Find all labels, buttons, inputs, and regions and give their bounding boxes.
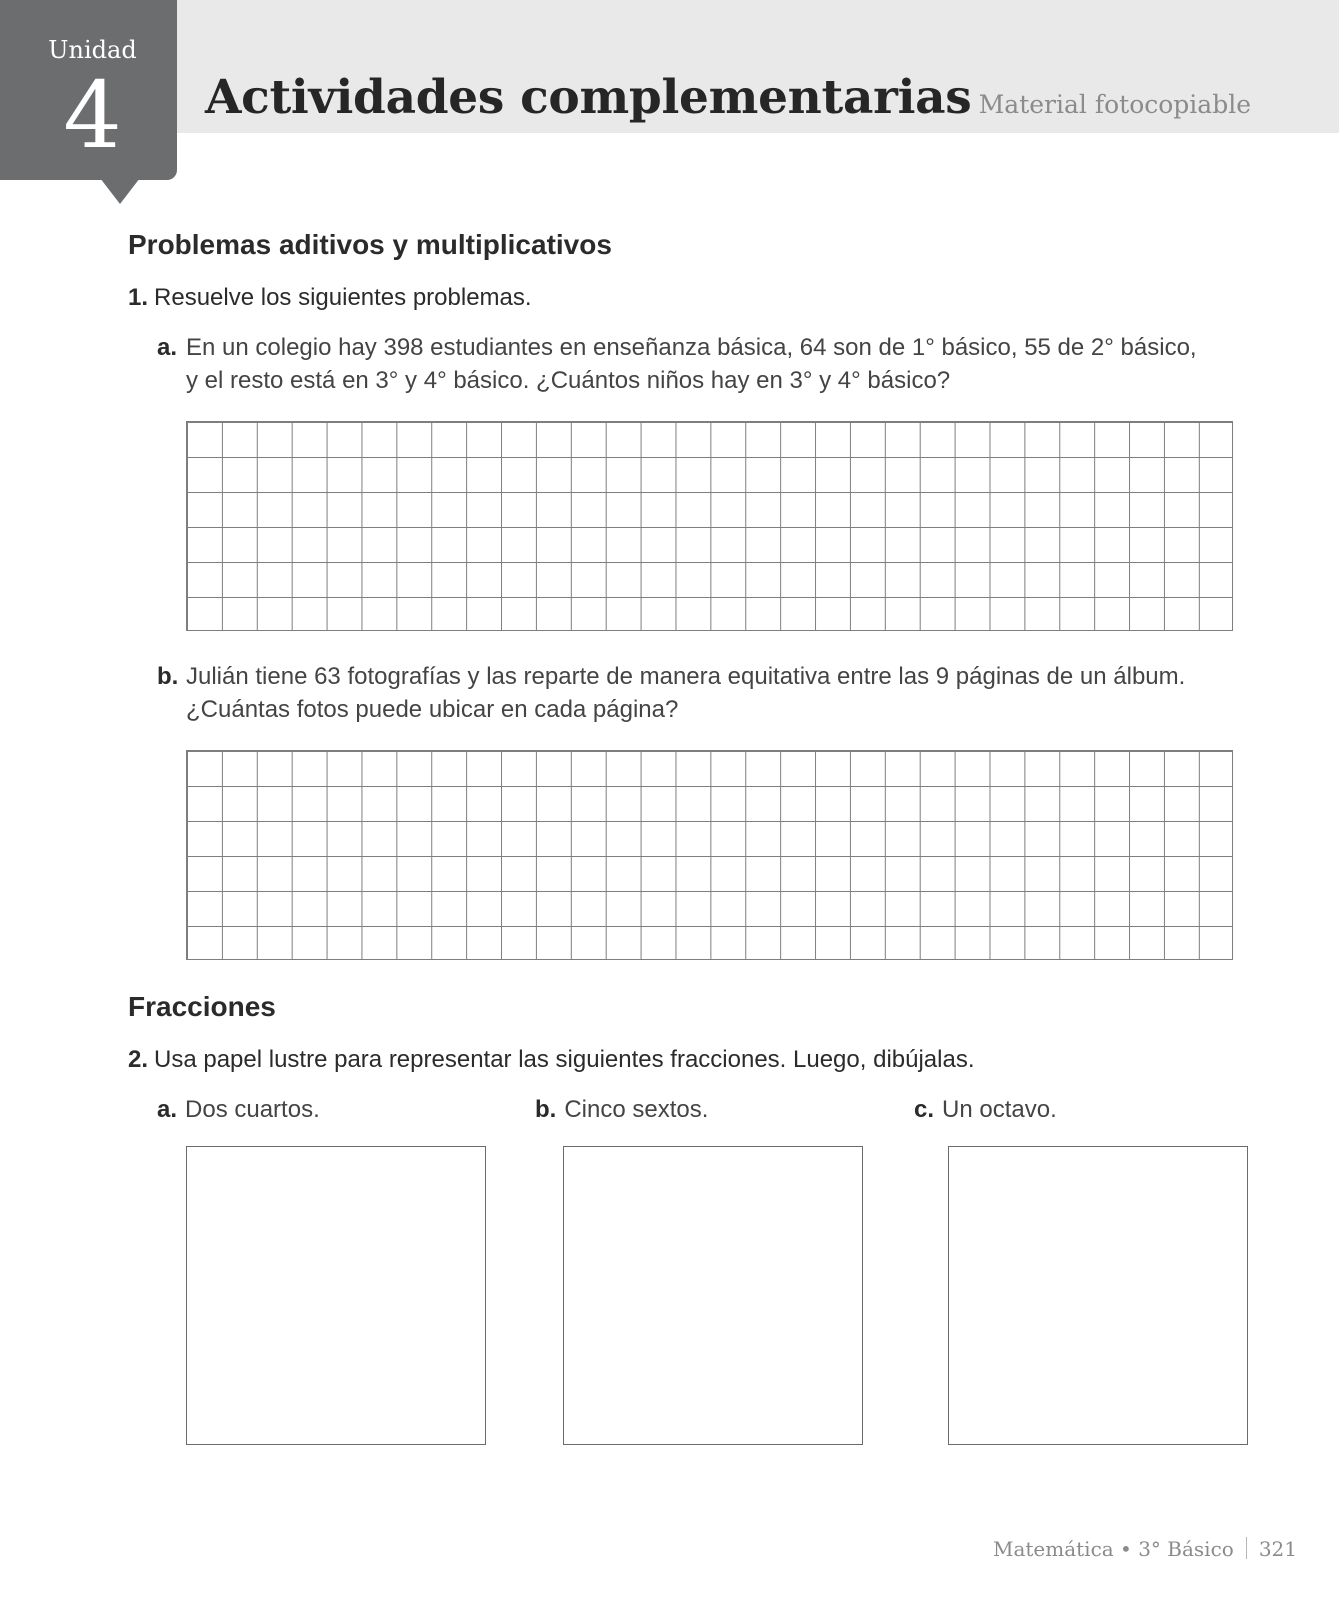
footer-book: Matemática • 3° Básico: [992, 1537, 1234, 1561]
drawing-box-a[interactable]: [186, 1146, 486, 1445]
question-number: 2.: [128, 1046, 149, 1073]
question-number: 1.: [128, 284, 149, 311]
section-title-problems: Problemas aditivos y multiplicativos: [128, 229, 612, 260]
item-text-line2: ¿Cuántas fotos puede ubicar en cada página?: [186, 696, 679, 723]
page-footer: [993, 1537, 1297, 1561]
fraction-a-label: [157, 1096, 320, 1124]
unit-tab: [0, 0, 177, 180]
drawing-box-b[interactable]: [563, 1146, 863, 1445]
fraction-c-label: [914, 1096, 1057, 1124]
question-text: Resuelve los siguientes problemas.: [154, 284, 532, 311]
problem-a: [157, 331, 1197, 397]
item-text: Cinco sextos.: [564, 1096, 709, 1123]
question-text: Usa papel lustre para representar las siguientes fracciones. Luego, dibújalas.: [154, 1046, 975, 1073]
unit-number: 4: [63, 62, 122, 169]
question-1: [128, 284, 532, 312]
item-letter: a.: [157, 1096, 178, 1123]
page-number: 321: [1258, 1537, 1297, 1561]
drawing-box-c[interactable]: [948, 1146, 1248, 1445]
answer-grid-a[interactable]: [186, 421, 1233, 631]
item-text: Un octavo.: [942, 1096, 1057, 1123]
problem-b: [157, 660, 1185, 726]
unit-label: Unidad: [48, 36, 137, 64]
fraction-b-label: [535, 1096, 708, 1124]
photocopy-note: Material fotocopiable: [978, 90, 1251, 119]
page-title: Actividades complementarias: [205, 70, 972, 125]
item-letter: b.: [157, 663, 179, 690]
unit-tab-pointer: [100, 178, 140, 204]
section-title-fractions: Fracciones: [128, 991, 276, 1022]
question-2: [128, 1046, 975, 1074]
footer-divider: [1246, 1537, 1247, 1559]
item-letter: a.: [157, 334, 178, 361]
item-text-line2: y el resto está en 3° y 4° básico. ¿Cuántos niños hay en 3° y 4° básico?: [186, 367, 951, 394]
item-text-line1: Julián tiene 63 fotografías y las reparte de manera equitativa entre las 9 páginas de un álbum.: [186, 663, 1186, 690]
item-text: Dos cuartos.: [185, 1096, 320, 1123]
item-text-line1: En un colegio hay 398 estudiantes en enseñanza básica, 64 son de 1° básico, 55 de 2° básico,: [186, 334, 1197, 361]
item-letter: c.: [914, 1096, 935, 1123]
answer-grid-b[interactable]: [186, 750, 1233, 960]
item-letter: b.: [535, 1096, 557, 1123]
